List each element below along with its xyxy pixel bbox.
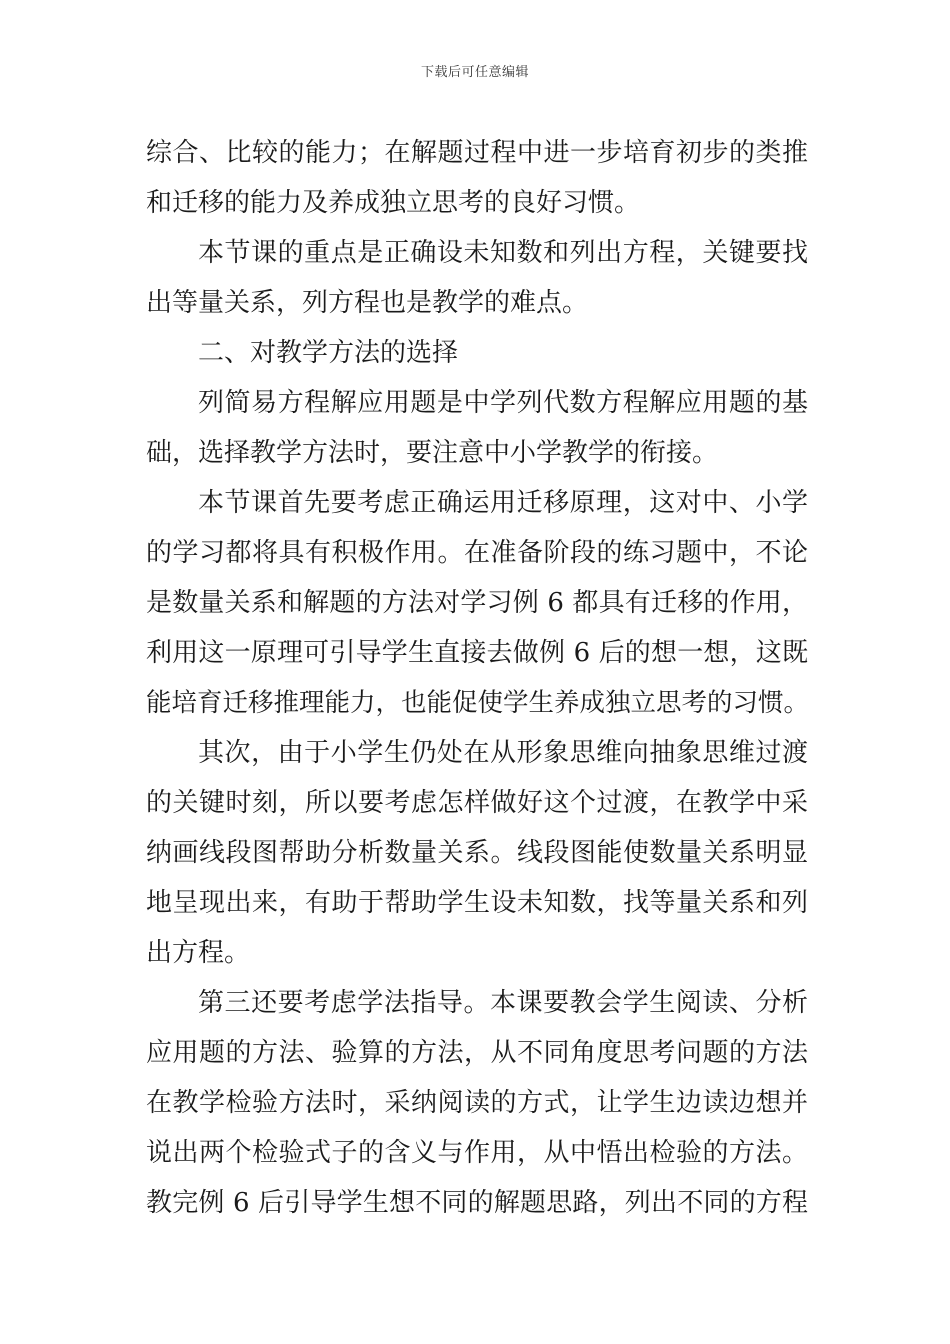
text-line: 出等量关系，列方程也是教学的难点。: [146, 288, 589, 318]
text-line: 础，选择教学方法时，要注意中小学教学的衔接。: [146, 438, 719, 468]
text-line: 在教学检验方法时，采纳阅读的方式，让学生边读边想并: [146, 1088, 808, 1118]
text-line: 纳画线段图帮助分析数量关系。线段图能使数量关系明显: [146, 838, 808, 868]
text-line: 能培育迁移推理能力，也能促使学生养成独立思考的习惯。: [146, 688, 810, 718]
page-header: 下载后可任意编辑: [420, 65, 529, 80]
text-line: 是数量关系和解题的方法对学习例 6 都具有迁移的作用，: [146, 588, 808, 618]
text-line: 说出两个检验式子的含义与作用，从中悟出检验的方法。: [146, 1138, 808, 1168]
text-line: 地呈现出来，有助于帮助学生设未知数，找等量关系和列: [146, 888, 808, 918]
text-line: 教完例 6 后引导学生想不同的解题思路，列出不同的方程: [146, 1188, 808, 1218]
text-line: 出方程。: [146, 938, 251, 968]
body-text: [146, 128, 808, 1228]
text-line: 列简易方程解应用题是中学列代数方程解应用题的基: [198, 388, 808, 418]
text-line: 其次，由于小学生仍处在从形象思维向抽象思维过渡: [198, 738, 808, 768]
text-line: 和迁移的能力及养成独立思考的良好习惯。: [146, 188, 641, 218]
text-line: 本节课的重点是正确设未知数和列出方程，关键要找: [198, 238, 808, 268]
text-line: 应用题的方法、验算的方法，从不同角度思考问题的方法: [146, 1038, 808, 1068]
section-heading: 二、对教学方法的选择: [198, 338, 459, 368]
text-line: 综合、比较的能力；在解题过程中进一步培育初步的类推: [146, 138, 808, 168]
text-line: 本节课首先要考虑正确运用迁移原理，这对中、小学: [198, 488, 808, 518]
text-line: 第三还要考虑学法指导。本课要教会学生阅读、分析: [198, 988, 808, 1018]
text-line: 利用这一原理可引导学生直接去做例 6 后的想一想，这既: [146, 638, 808, 668]
text-line: 的关键时刻，所以要考虑怎样做好这个过渡，在教学中采: [146, 788, 808, 818]
text-line: 的学习都将具有积极作用。在准备阶段的练习题中，不论: [146, 538, 808, 568]
